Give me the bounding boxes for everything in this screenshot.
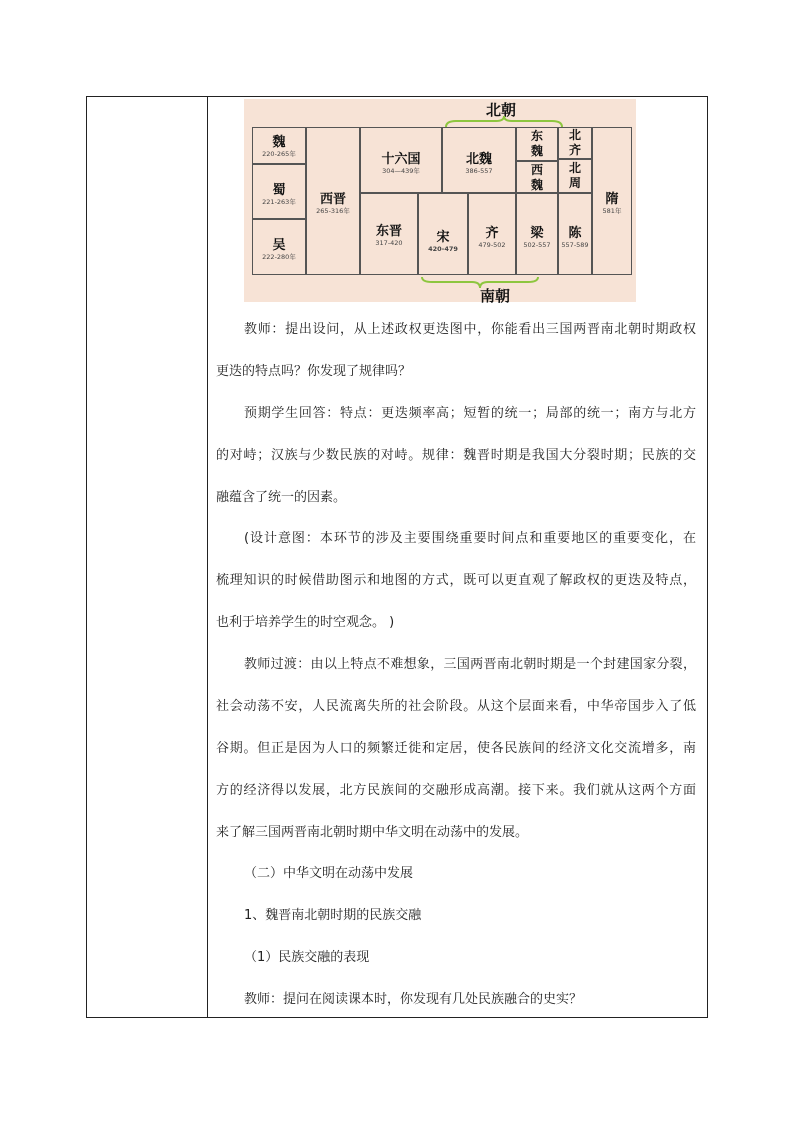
paragraph-teacher-prompt: 教师：提问在阅读课本时，你发现有几处民族融合的史实？ bbox=[244, 992, 583, 1007]
cell-shu: 蜀 221-263年 bbox=[252, 164, 306, 219]
southern-dynasties-label: 南朝 bbox=[480, 287, 511, 305]
cell-song: 宋 420-479 bbox=[418, 193, 468, 275]
cell-qi: 齐 479-502 bbox=[468, 193, 516, 275]
paragraph-design-intent: (设计意图：本环节的涉及主要围绕重要时间点和重要地区的重要变化，在 梳理知识的时候借助图示和地图的方式，既可以更直观了解政权的更迭及特点， 也利于培养学生的时空观念。 ) bbox=[216, 531, 696, 630]
cell-xijin: 西晋 265-316年 bbox=[306, 127, 360, 275]
cell-dongwei: 东魏 bbox=[516, 127, 558, 161]
cell-dongjin: 东晋 317-420 bbox=[360, 193, 418, 275]
cell-liang: 梁 502-557 bbox=[516, 193, 558, 275]
cell-beiqi: 北齐 bbox=[558, 127, 592, 159]
regime-succession-diagram bbox=[244, 99, 636, 305]
northern-dynasties-label: 北朝 bbox=[486, 101, 517, 119]
paragraph-expected-answer: 预期学生回答：特点：更迭频率高；短暂的统一；局部的统一；南方与北方 的对峙；汉族与少数民族的对峙。规律：魏晋时期是我国大分裂时期；民族的交 融蕴含了统一的因素。 bbox=[216, 406, 696, 505]
cell-chen: 陈 557-589 bbox=[558, 193, 592, 275]
lesson-table bbox=[86, 96, 708, 1018]
section-heading: （二）中华文明在动荡中发展 bbox=[244, 866, 414, 881]
cell-beizhou: 北周 bbox=[558, 159, 592, 193]
sub-subsection-heading: （1）民族交融的表现 bbox=[244, 950, 370, 965]
paragraph-teacher-transition: 教师过渡：由以上特点不难想象，三国两晋南北朝时期是一个封建国家分裂， 社会动荡不安，人民流离失所的社会阶段。从这个层面来看，中华帝国步入了低 谷期。但正是因为人口的频繁迁徙和定居，使各民族间的经济文化交流增多，南 方的经济得以发展，北方民族间的交融形成高潮。接下来。我们就从这两个方面 来了解三国两晋南北朝时期中华文明在动荡中的发展。 bbox=[216, 657, 696, 840]
cell-wu: 吴 222-280年 bbox=[252, 219, 306, 275]
paragraph-teacher-question: 教师：提出设问，从上述政权更迭图中，你能看出三国两晋南北朝时期政权 更迭的特点吗？你发现了规律吗？ bbox=[216, 322, 696, 379]
cell-shiliuguo: 十六国 304—439年 bbox=[360, 127, 442, 193]
cell-xiwei: 西魏 bbox=[516, 161, 558, 193]
column-divider bbox=[207, 97, 208, 1017]
cell-sui: 隋 581年 bbox=[592, 127, 632, 275]
subsection-heading: 1、魏晋南北朝时期的民族交融 bbox=[244, 908, 422, 923]
cell-beiwei: 北魏 386-557 bbox=[442, 127, 516, 193]
cell-wei: 魏 220-265年 bbox=[252, 127, 306, 164]
